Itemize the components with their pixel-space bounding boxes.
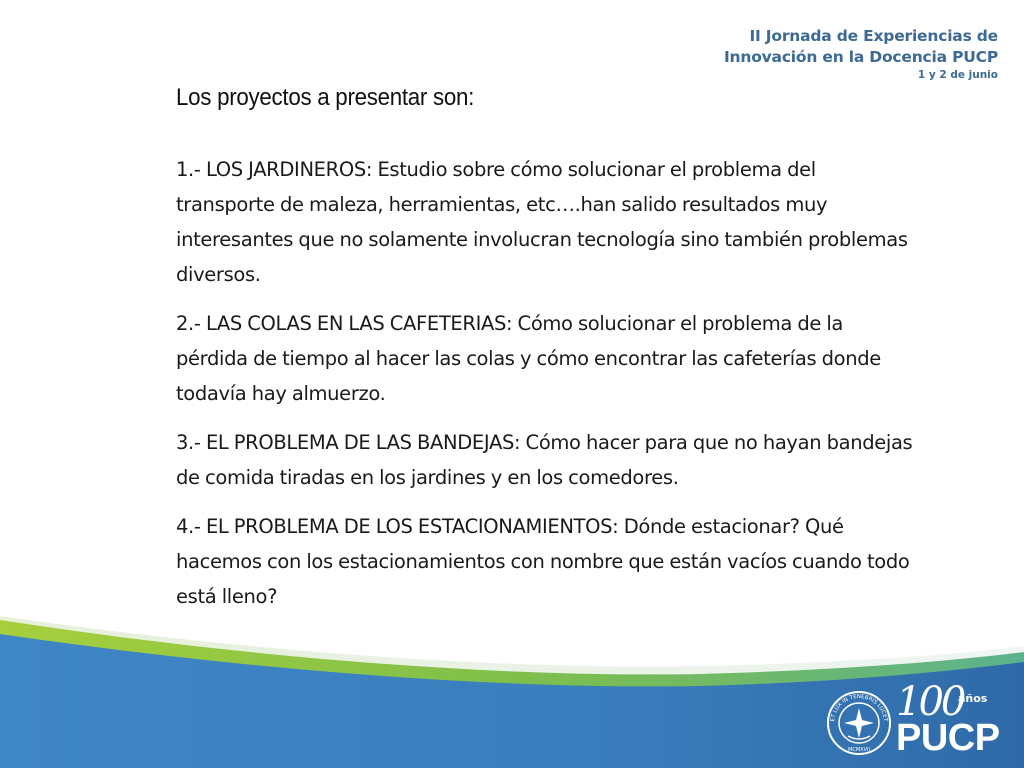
event-date: 1 y 2 de junio [917,69,998,81]
project-item-3: 3.- EL PROBLEMA DE LAS BANDEJAS: Cómo hacer para que no hayan bandejas de comida tiradas en los jardines y en los comedores. [176,431,913,489]
event-title-line-1: II Jornada de Experiencias de [749,27,998,45]
project-item-2: 2.- LAS COLAS EN LAS CAFETERIAS: Cómo solucionar el problema de la pérdida de tiempo al hacer las colas y cómo encontrar las cafeterías donde todavía hay almuerzo. [176,312,881,405]
project-item-1: 1.- LOS JARDINEROS: Estudio sobre cómo solucionar el problema del transporte de maleza, herramientas, etc….han salido resultados muy interesantes que no solamente involucran tecnología sino también problemas diversos. [176,158,908,286]
pucp-seal-icon [826,690,892,756]
project-list [176,152,916,628]
event-header [724,26,998,81]
seal-motto: ET LUX IN TENEBRIS LUCET [830,693,888,722]
project-item-4: 4.- EL PROBLEMA DE LOS ESTACIONAMIENTOS: Dónde estacionar? Qué hacemos con los estacionamientos con nombre que están vacíos cuando todo está lleno? [176,515,910,608]
logo-anos: años [958,692,988,705]
logo-pucp: PUCP [896,717,1000,759]
slide-title: Los proyectos a presentar son: [176,84,475,111]
logo-100: 100 [896,679,964,725]
event-title-line-2: Innovación en la Docencia PUCP [723,48,998,66]
seal-year: MCMXVII [848,747,870,753]
